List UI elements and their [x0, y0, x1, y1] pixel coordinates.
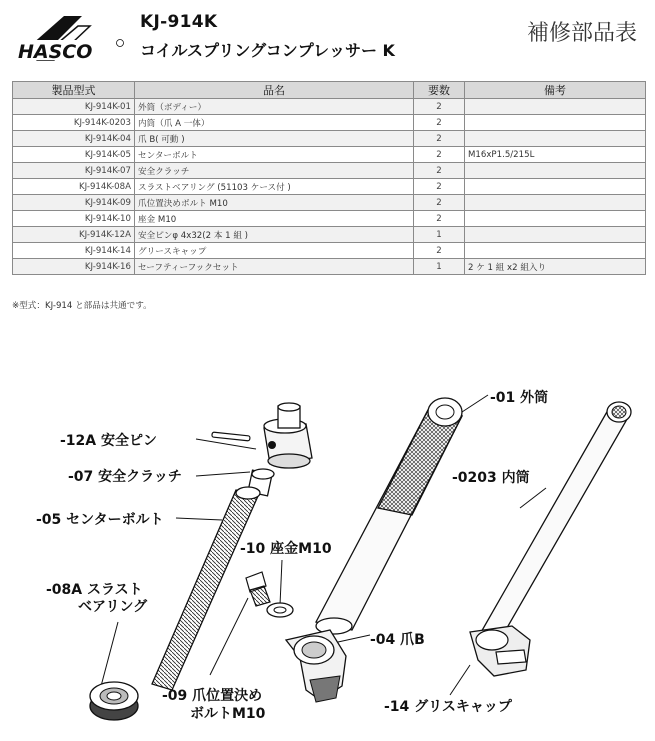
part-note: [465, 163, 646, 179]
part-note: [465, 99, 646, 115]
callout-07-safety-clutch: -07 安全クラッチ: [68, 469, 182, 485]
callout-08a-line2: ベアリング: [78, 599, 148, 615]
part-code: KJ-914K-08A: [13, 179, 135, 195]
part-code: KJ-914K-01: [13, 99, 135, 115]
callout-05-center-bolt: -05 センターボルト: [36, 512, 164, 528]
part-name: セーフティーフックセット: [135, 259, 414, 275]
part-code: KJ-914K-0203: [13, 115, 135, 131]
part-qty: 1: [414, 227, 465, 243]
callout-0203-inner-tube: -0203 内筒: [452, 470, 530, 486]
callout-04-claw-b: -04 爪B: [370, 632, 425, 648]
model-code: KJ-914K: [140, 12, 218, 32]
table-row: [13, 227, 646, 243]
table-row: [13, 243, 646, 259]
part-qty: 2: [414, 99, 465, 115]
hasco-logo: [8, 10, 126, 68]
parts-table: [12, 81, 646, 275]
part-note: [465, 227, 646, 243]
positioning-bolt-part: [246, 572, 270, 606]
part-qty: 2: [414, 147, 465, 163]
svg-text:HASCO: HASCO: [18, 41, 93, 63]
header-model: 製品型式: [13, 82, 135, 99]
header-part-name: 品名: [135, 82, 414, 99]
part-qty: 2: [414, 211, 465, 227]
part-name: グリースキャップ: [135, 243, 414, 259]
table-row: [13, 131, 646, 147]
header-quantity: 要数: [414, 82, 465, 99]
part-qty: 2: [414, 179, 465, 195]
callout-09-line2: ボルトM10: [190, 706, 266, 722]
part-code: KJ-914K-09: [13, 195, 135, 211]
part-qty: 2: [414, 243, 465, 259]
part-qty: 1: [414, 259, 465, 275]
part-code: KJ-914K-12A: [13, 227, 135, 243]
part-qty: 2: [414, 131, 465, 147]
part-qty: 2: [414, 115, 465, 131]
washer-part: [267, 603, 293, 617]
part-note: [465, 131, 646, 147]
part-code: KJ-914K-04: [13, 131, 135, 147]
part-code: KJ-914K-05: [13, 147, 135, 163]
compatibility-note: ※型式：KJ-914 と部品は共通です。: [12, 301, 152, 311]
callout-01-outer-tube: -01 外筒: [490, 390, 549, 406]
thrust-bearing-part: [90, 682, 138, 720]
part-name: 外筒（ボディー）: [135, 99, 414, 115]
part-name: 内筒（爪 A 一体）: [135, 115, 414, 131]
grease-cap-part: [496, 650, 526, 664]
part-note: 2 ケ 1 組 x2 組入り: [465, 259, 646, 275]
callout-12a-safety-pin: -12A 安全ピン: [60, 433, 158, 449]
callout-10-washer: -10 座金M10: [240, 541, 332, 557]
part-note: [465, 211, 646, 227]
header-remarks: 備考: [465, 82, 646, 99]
part-qty: 2: [414, 163, 465, 179]
claw-b-part: [286, 630, 346, 702]
table-row: [13, 179, 646, 195]
part-note: M16xP1.5/215L: [465, 147, 646, 163]
inner-tube-part: [470, 402, 631, 676]
table-row: [13, 147, 646, 163]
part-note: [465, 115, 646, 131]
part-name: 安全クラッチ: [135, 163, 414, 179]
table-row: [13, 99, 646, 115]
safety-pin-part: [212, 432, 250, 441]
part-name: 爪位置決めボルト M10: [135, 195, 414, 211]
part-name: スラストベアリング (51103 ケース付 ): [135, 179, 414, 195]
part-name: センターボルト: [135, 147, 414, 163]
outer-tube-part: [316, 398, 462, 634]
table-row: [13, 163, 646, 179]
part-name: 安全ピンφ 4x32(2 本 1 組 ): [135, 227, 414, 243]
part-qty: 2: [414, 195, 465, 211]
callout-08a-line1: -08A スラスト: [46, 582, 143, 598]
table-row: [13, 115, 646, 131]
table-header-row: [13, 82, 646, 99]
part-note: [465, 195, 646, 211]
document-title: 補修部品表: [526, 21, 637, 46]
part-name: 座金 M10: [135, 211, 414, 227]
callout-14-grease-cap: -14 グリスキャップ: [384, 699, 512, 715]
product-name: コイルスプリングコンプレッサー K: [140, 41, 395, 60]
table-row: [13, 195, 646, 211]
part-code: KJ-914K-16: [13, 259, 135, 275]
part-code: KJ-914K-10: [13, 211, 135, 227]
part-note: [465, 179, 646, 195]
part-name: 爪 B( 可動 ): [135, 131, 414, 147]
part-code: KJ-914K-14: [13, 243, 135, 259]
table-row: [13, 259, 646, 275]
callout-09-line1: -09 爪位置決め: [162, 688, 263, 704]
safety-clutch-part: [264, 403, 312, 468]
part-code: KJ-914K-07: [13, 163, 135, 179]
table-row: [13, 211, 646, 227]
part-note: [465, 243, 646, 259]
